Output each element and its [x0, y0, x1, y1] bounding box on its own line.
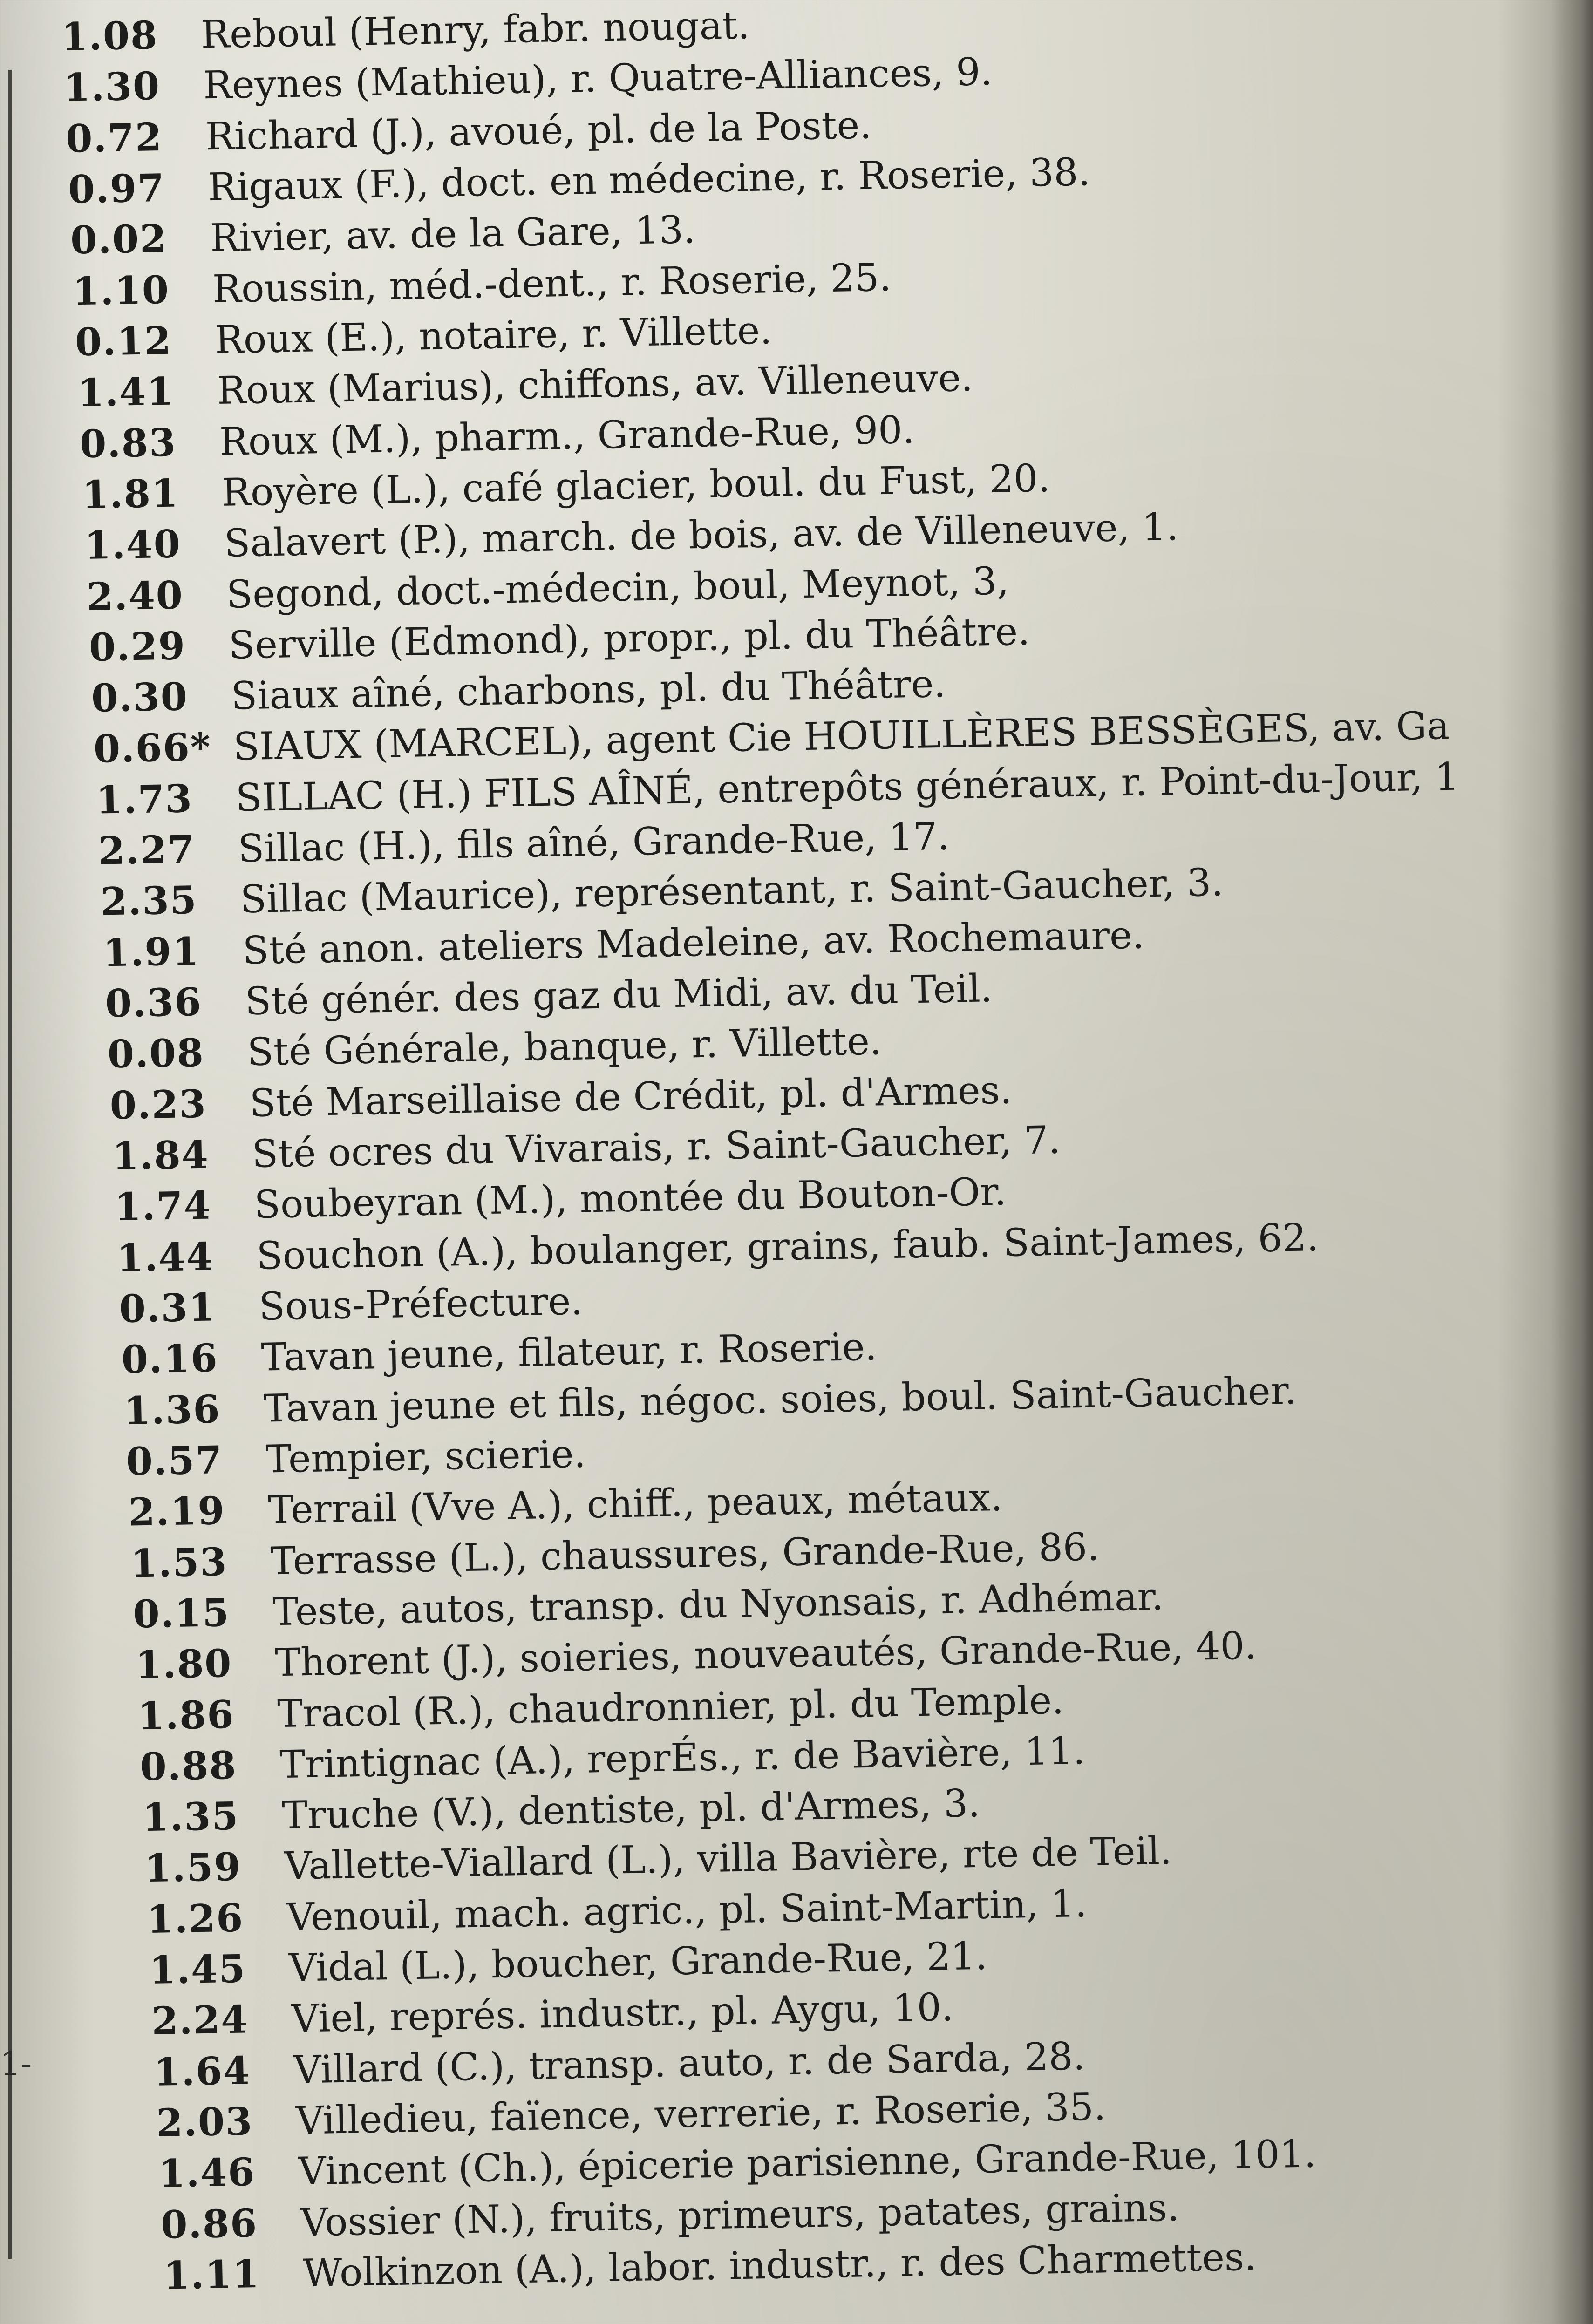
entry-number: 0.29	[88, 624, 186, 670]
entry-number: 1.40	[84, 522, 182, 569]
entry-text: Royère (L.), café glacier, boul. du Fust, 20.	[221, 456, 1051, 515]
entry-text: Roux (Marius), chiffons, av. Villeneuve.	[217, 355, 974, 414]
entry-number: 0.31	[118, 1285, 217, 1332]
entry-text: Sté génér. des gaz du Midi, av. du Teil.	[245, 966, 993, 1024]
entry-number: 0.72	[65, 115, 163, 162]
entry-number: 0.36	[105, 979, 203, 1026]
entry-number: 0.57	[125, 1438, 224, 1484]
entry-text: Wolkinzon (A.), labor. industr., r. des Charmettes.	[302, 2235, 1257, 2296]
margin-mark: 1-	[0, 2045, 32, 2083]
entry-number: 1.91	[102, 929, 200, 976]
directory-entry	[126, 1429, 586, 1486]
entry-text: Vincent (Ch.), épicerie parisienne, Grande-Rue, 101.	[298, 2132, 1317, 2194]
entry-text: Tavan jeune, filateur, r. Roserie.	[260, 1325, 878, 1380]
entry-number: 1.46	[158, 2150, 256, 2197]
entry-number: 1.81	[82, 471, 179, 517]
entry-text: Villard (C.), transp. auto, r. de Sarda, 28.	[293, 2034, 1086, 2093]
entry-number: 1.36	[123, 1386, 221, 1434]
entry-text: Vidal (L.), boucher, Grande-Rue, 21.	[288, 1934, 988, 1991]
entry-number: 1.08	[61, 13, 158, 60]
entry-number: 0.66*	[93, 725, 212, 772]
entry-text: Richard (J.), avoué, pl. de la Poste.	[205, 103, 872, 159]
entry-number: 1.10	[72, 267, 170, 314]
directory-entry	[61, 1, 750, 61]
directory-entry	[70, 205, 696, 265]
entry-text: Rivier, av. de la Gare, 13.	[210, 208, 696, 261]
entry-text: Teste, autos, transp. du Nyonsais, r. Adhémar.	[272, 1574, 1164, 1635]
directory-entry	[75, 306, 772, 367]
entry-text: Sillac (H.), fils aîné, Grande-Rue, 17.	[238, 814, 950, 871]
entry-number: 2.19	[128, 1488, 226, 1535]
entry-number: 0.30	[91, 674, 189, 721]
entry-text: Sté anon. ateliers Madeleine, av. Rochemaure.	[242, 913, 1145, 973]
entry-text: Viel, représ. industr., pl. Aygu, 10.	[291, 1985, 954, 2042]
directory-entry	[121, 1323, 878, 1384]
entry-text: Serville (Edmond), propr., pl. du Théâtre.	[228, 609, 1030, 668]
entry-text: Roussin, méd.-dent., r. Roserie, 25.	[212, 255, 892, 312]
entry-number: 0.15	[132, 1590, 231, 1637]
entry-text: SILLAC (H.) FILS AÎNÉ, entrepôts généraux, r. Point-du-Jour, 1	[235, 754, 1460, 821]
entry-number: 0.97	[68, 165, 165, 212]
entry-text: Tavan jeune et fils, négoc. soies, boul. Saint-Gaucher.	[263, 1368, 1297, 1431]
entry-text: Sous-Préfecture.	[258, 1279, 583, 1329]
entry-text: Trintignac (A.), reprÉs., r. de Bavière, 11.	[279, 1728, 1086, 1787]
entry-number: 1.44	[116, 1234, 214, 1281]
entry-text: Thorent (J.), soieries, nouveautés, Grande-Rue, 40.	[274, 1624, 1257, 1685]
entry-text: Vallette-Viallard (L.), villa Bavière, rte de Teil.	[284, 1829, 1172, 1889]
entry-text: Terrasse (L.), chaussures, Grande-Rue, 86.	[270, 1524, 1100, 1583]
entry-number: 2.40	[86, 572, 184, 619]
entry-number: 2.27	[98, 827, 196, 874]
entry-number: 0.16	[121, 1336, 219, 1383]
entry-text: Segond, doct.-médecin, boul, Meynot, 3,	[226, 558, 1009, 617]
entry-text: Soubeyran (M.), montée du Bouton-Or.	[253, 1170, 1007, 1228]
entry-text: Reboul (Henry, fabr. nougat.	[200, 3, 750, 57]
entry-number: 0.86	[160, 2201, 258, 2248]
entry-number: 1.59	[144, 1845, 242, 1891]
entry-text: SIAUX (MARCEL), agent Cie HOUILLÈRES BESSÈGES, av. Ga	[233, 704, 1450, 769]
book-spine-shadow	[1551, 0, 1593, 2324]
entry-text: Siaux aîné, charbons, pl. du Théâtre.	[231, 661, 946, 719]
entry-text: Souchon (A.), boulanger, grains, faub. Saint-James, 62.	[256, 1215, 1319, 1278]
entry-text: Villedieu, faïence, verrerie, r. Roserie, 35.	[295, 2085, 1106, 2143]
entry-text: Salavert (P.), march. de bois, av. de Villeneuve, 1.	[224, 505, 1179, 566]
entry-number: 1.41	[77, 369, 175, 416]
entry-number: 0.23	[109, 1081, 207, 1128]
entry-number: 0.12	[75, 318, 172, 365]
entry-number: 1.30	[63, 64, 161, 110]
directory-entry	[119, 1277, 583, 1333]
entry-text: Rigaux (F.), doct. en médecine, r. Roserie, 38.	[207, 150, 1091, 210]
entry-text: Vossier (N.), fruits, primeurs, patates, grains.	[300, 2185, 1180, 2245]
entry-number: 1.86	[137, 1692, 235, 1739]
entry-text: Venouil, mach. agric., pl. Saint-Martin, 1.	[286, 1881, 1088, 1940]
entry-text: Sillac (Maurice), représentant, r. Saint-Gaucher, 3.	[240, 860, 1224, 922]
entry-number: 1.45	[149, 1946, 246, 1993]
entry-number: 0.02	[70, 217, 168, 263]
entry-number: 2.35	[100, 878, 198, 924]
entry-text: Truche (V.), dentiste, pl. d'Armes, 3.	[281, 1781, 980, 1838]
entry-number: 1.53	[130, 1539, 228, 1586]
entry-text: Reynes (Mathieu), r. Quatre-Alliances, 9.	[203, 50, 993, 108]
entry-number: 0.08	[107, 1031, 205, 1077]
entry-number: 2.24	[151, 1997, 249, 2044]
entry-number: 0.88	[139, 1743, 238, 1790]
entry-text: Terrail (Vve A.), chiff., peaux, métaux.	[267, 1475, 1003, 1533]
entry-text: Sté Marseillaise de Crédit, pl. d'Armes.	[249, 1068, 1013, 1126]
entry-number: 2.03	[156, 2099, 253, 2146]
entry-number: 1.26	[146, 1896, 245, 1942]
entry-text: Tracol (R.), chaudronnier, pl. du Temple.	[277, 1678, 1064, 1736]
entry-text: Roux (M.), pharm., Grande-Rue, 90.	[219, 408, 915, 464]
entry-number: 1.73	[95, 776, 193, 823]
entry-text: Sté ocres du Vivarais, r. Saint-Gaucher, 7.	[252, 1118, 1061, 1176]
entry-number: 1.35	[142, 1794, 240, 1841]
entry-text: Tempier, scierie.	[265, 1432, 586, 1482]
entry-number: 1.74	[114, 1183, 212, 1230]
entry-text: Roux (E.), notaire, r. Villette.	[214, 308, 773, 362]
entry-text: Sté Générale, banque, r. Villette.	[247, 1019, 882, 1075]
entry-number: 1.80	[135, 1641, 233, 1688]
entry-number: 1.64	[153, 2048, 251, 2095]
entry-number: 0.83	[79, 420, 177, 467]
entry-number: 1.11	[163, 2252, 260, 2298]
entry-number: 1.84	[112, 1132, 210, 1179]
